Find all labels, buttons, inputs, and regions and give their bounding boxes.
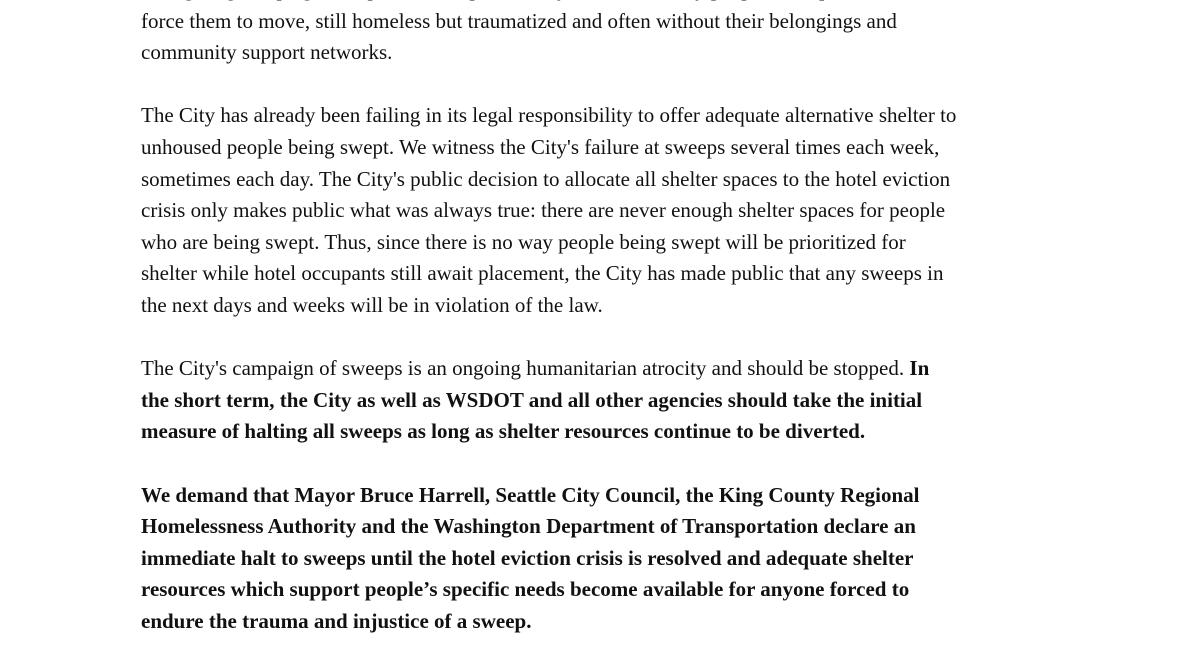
bold-text-line: immediate halt to sweeps until the hotel eviction crisis is resolved and adequate shelter bbox=[141, 545, 914, 570]
text-line: community support networks. bbox=[141, 40, 393, 65]
paragraph-demand bbox=[141, 480, 1081, 638]
regular-text: The City's campaign of sweeps is an ongoing humanitarian atrocity and should be stopped. bbox=[141, 356, 910, 381]
paragraph-legal-responsibility bbox=[141, 100, 1081, 321]
text-line: shelter while hotel occupants still await placement, the City has made public that any sweeps in bbox=[141, 261, 944, 286]
bold-text-line: measure of halting all sweeps as long as shelter resources continue to be diverted. bbox=[141, 419, 866, 444]
paragraph-sweeps-impact bbox=[141, 0, 1081, 69]
mixed-text-line bbox=[141, 353, 1081, 385]
text-line: force them to move, still homeless but traumatized and often without their belongings and bbox=[141, 8, 897, 33]
text-line: The City has already been failing in its legal responsibility to offer adequate alternative shelter to bbox=[141, 103, 957, 128]
text-line: the next days and weeks will be in violation of the law. bbox=[141, 292, 603, 317]
bold-text: In bbox=[909, 356, 930, 381]
text-line: sometimes each day. The City's public decision to allocate all shelter spaces to the hotel eviction bbox=[141, 166, 951, 191]
bold-text-line: We demand that Mayor Bruce Harrell, Seattle City Council, the King County Regional bbox=[141, 482, 920, 507]
bold-text-line: the short term, the City as well as WSDOT and all other agencies should take the initial bbox=[141, 387, 923, 412]
text-line: unhoused people being swept. We witness the City's failure at sweeps several times each week, bbox=[141, 134, 940, 159]
bold-text-line: endure the trauma and injustice of a sweep. bbox=[141, 608, 532, 633]
text-line: crisis only makes public what was always true: there are never enough shelter spaces for people bbox=[141, 198, 946, 223]
text-line: who are being swept. Thus, since there is no way people being swept will be prioritized for bbox=[141, 229, 906, 254]
bold-text-line: Homelessness Authority and the Washington Department of Transportation declare an bbox=[141, 514, 916, 539]
bold-text-line: resources which support people’s specific needs become available for anyone forced to bbox=[141, 577, 910, 602]
paragraph-humanitarian-atrocity bbox=[141, 353, 1081, 448]
document-body bbox=[141, 0, 1081, 669]
